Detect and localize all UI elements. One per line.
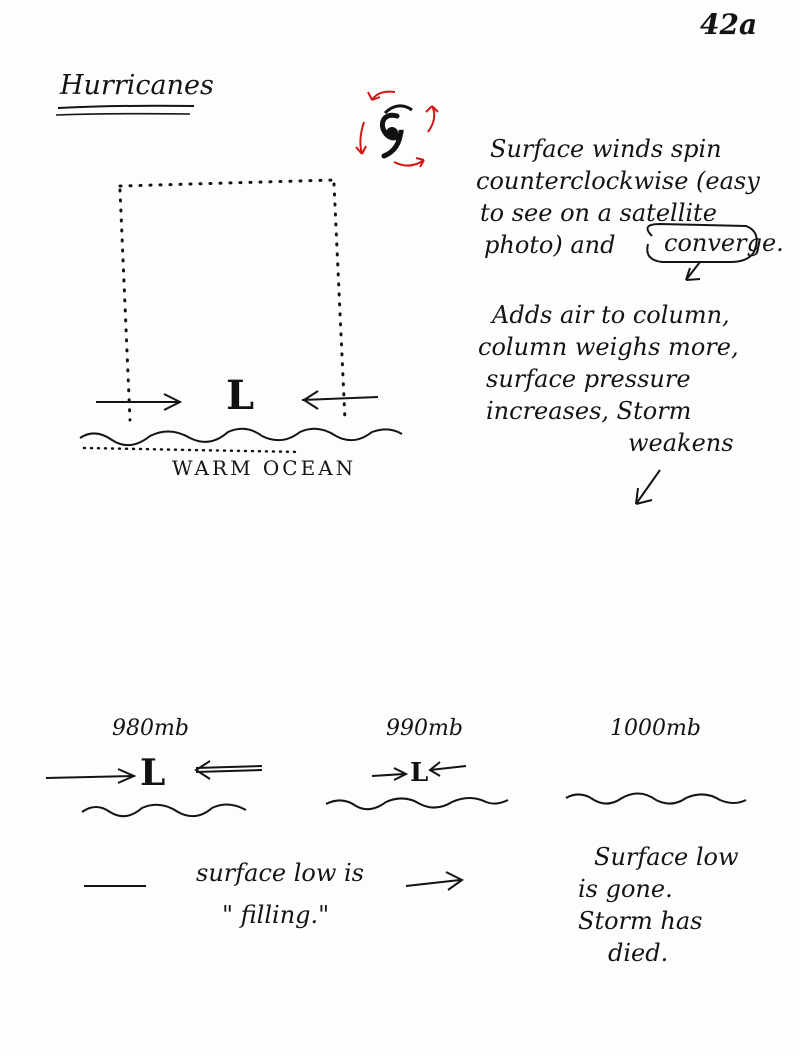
note-line: " filling." [222,901,330,929]
page-title: Hurricanes [60,70,214,101]
note-line: increases, Storm [486,397,692,425]
note-line: column weighs more, [478,333,739,361]
stage-3-waves [566,793,746,803]
ocean-label: WARM OCEAN [172,456,357,480]
ocean-waves-top [80,429,402,445]
page-number: 42a [700,8,758,41]
note-line: surface low is [196,859,364,887]
note-line: Surface winds spin [490,135,722,163]
stage-2-low-symbol: L [410,758,429,788]
stage-2-pressure: 990mb [386,716,463,741]
note-line: photo) and [484,231,616,259]
stage-1-pressure: 980mb [112,716,189,741]
stage-1-waves [82,804,246,816]
note-line: Adds air to column, [492,301,730,329]
converge-arrow [686,262,700,280]
title-underline-2 [56,114,190,115]
filling-arrow [406,872,462,890]
stage-1-low-symbol: L [140,752,166,794]
note-line: counterclockwise (easy [476,167,760,195]
low-pressure-symbol: L [226,372,255,419]
red-rotation-arrows-icon [356,92,438,167]
converge-word: converge. [664,229,784,257]
note-line: died. [608,939,669,967]
stage-2-waves [326,798,508,809]
note-line: weakens [628,429,734,457]
hurricane-symbol-icon [382,106,412,156]
stage-3-pressure: 1000mb [610,716,701,741]
note-line: Surface low [594,843,739,871]
note-line: surface pressure [486,365,691,393]
title-underline [58,106,194,108]
weakens-arrow [636,470,660,504]
ocean-speckle-top [84,448,300,452]
note-line: to see on a satellite [480,199,717,227]
note-line: Storm has [578,907,703,935]
note-line: is gone. [578,875,673,903]
